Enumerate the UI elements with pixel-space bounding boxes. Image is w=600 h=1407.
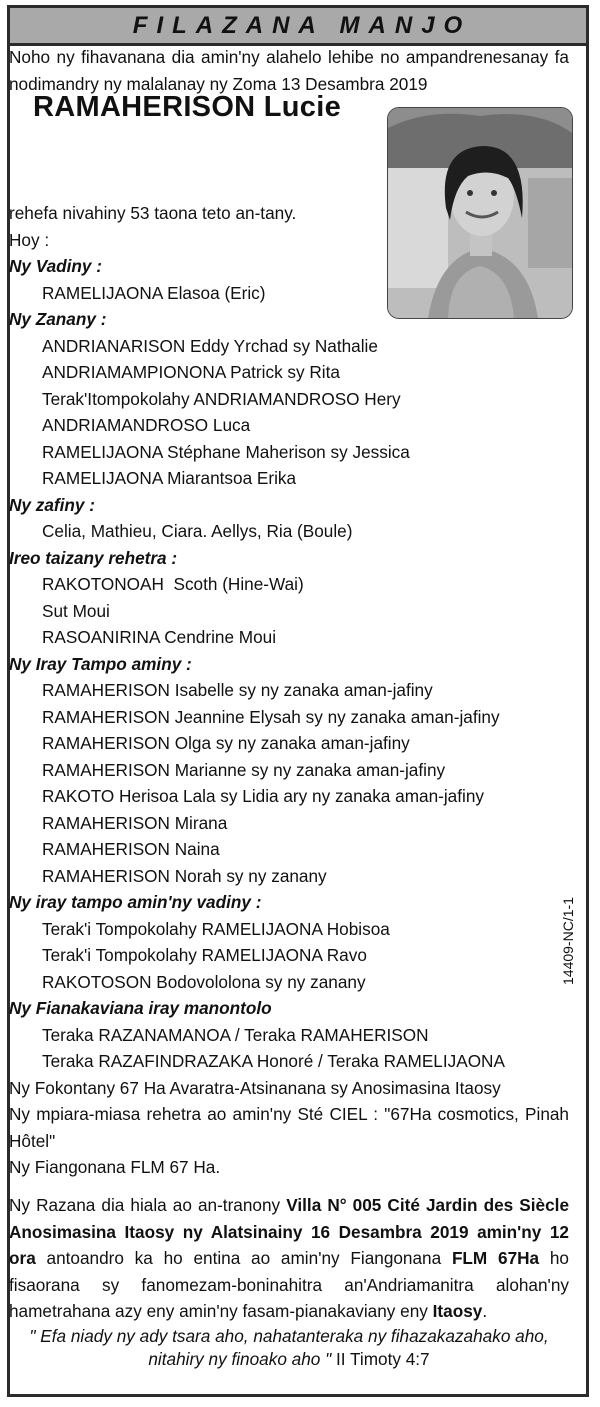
funeral-address: Villa N° 005 Cité Jardin des Siècle Anosimasina Itaosy ny Alatsinainy 16 Desambra 2019 amin'ny 12 ora <box>9 1195 570 1268</box>
section-vadiny <box>9 253 569 306</box>
section-taizany <box>9 545 569 651</box>
funeral-text: . <box>482 1301 488 1321</box>
list-item: RAMELIJAONA Elasoa (Eric) <box>42 282 266 303</box>
list-item: ANDRIAMANDROSO Luca <box>42 415 251 435</box>
list-item: RAKOTO Herisoa Lala sy Lidia ary ny zanaka aman-jafiny <box>42 786 484 806</box>
list-item: RAMAHERISON Isabelle sy ny zanaka aman-jafiny <box>42 680 433 700</box>
section-zafiny <box>9 492 569 545</box>
section-iray-tampo <box>9 651 569 890</box>
funeral-cemetery: Itaosy <box>432 1301 483 1321</box>
section-heading: Ny Vadiny : <box>9 256 102 276</box>
section-heading: Ny Fianakaviana iray manontolo <box>9 998 272 1018</box>
funeral-church: FLM 67Ha <box>451 1248 540 1268</box>
list-item: RAKOTONOAH Scoth (Hine-Wai) <box>42 574 304 594</box>
list-item: Teraka RAZAFINDRAZAKA Honoré / Teraka RAMELIJAONA <box>42 1051 505 1071</box>
list-item: RAKOTOSON Bodovololona sy ny zanany <box>42 971 366 992</box>
funeral-details <box>9 1192 569 1325</box>
list-item: RASOANIRINA Cendrine Moui <box>42 627 277 647</box>
list-item: Sut Moui <box>42 600 110 621</box>
list-item: RAMAHERISON Mirana <box>42 812 228 833</box>
section-heading: Ny Zanany : <box>9 309 107 329</box>
notice-title: FILAZANA MANJO <box>132 12 472 39</box>
list-item: RAMELIJAONA Miarantsoa Erika <box>42 468 297 488</box>
list-item: Terak'i Tompokolahy RAMELIJAONA Ravo <box>42 945 367 965</box>
list-item: RAMAHERISON Jeannine Elysah sy ny zanaka aman-jafiny <box>42 706 500 727</box>
section-zanany <box>9 306 569 492</box>
others-colleagues: Ny mpiara-miasa rehetra ao amin'ny Sté CIEL : "67Ha cosmotics, Pinah Hôtel" <box>9 1104 569 1151</box>
list-item: Teraka RAZANAMANOA / Teraka RAMAHERISON <box>42 1024 429 1045</box>
list-item: Terak'Itompokolahy ANDRIAMANDROSO Hery <box>42 388 401 409</box>
list-item: RAMAHERISON Olga sy ny zanaka aman-jafiny <box>42 733 410 753</box>
list-item: RAMAHERISON Marianne sy ny zanaka aman-jafiny <box>42 759 446 780</box>
section-heading: Ny zafiny : <box>9 494 95 515</box>
section-heading: Ny Iray Tampo aminy : <box>9 653 192 674</box>
funeral-text: ho fisaorana sy fanomezam-boninahitra an'Andriamanitra alohan'ny hametrahana azy eny amin'ny fasam-pianakaviany eny <box>9 1248 569 1321</box>
intro-text: Noho ny fihavanana dia amin'ny alahelo lehibe no ampandrenesanay fa nodimandry ny malalanay ny Zoma 13 Desambra 2019 <box>9 47 569 94</box>
notice-body <box>9 200 569 1181</box>
header-banner <box>10 8 586 46</box>
others-fokontany: Ny Fokontany 67 Ha Avaratra-Atsinanana sy Anosimasina Itaosy <box>9 1077 501 1098</box>
list-item: ANDRIANARISON Eddy Yrchad sy Nathalie <box>42 335 378 356</box>
reference-code: 14409-NC/1-1 <box>560 897 576 985</box>
list-item: Terak'i Tompokolahy RAMELIJAONA Hobisoa <box>42 918 390 939</box>
section-fianakaviana <box>9 995 569 1075</box>
quote-text: " Efa niady ny ady tsara aho, nahatanteraka ny fihazakazahako aho, nitahiry ny finoako aho " <box>29 1326 549 1369</box>
age-line: rehefa nivahiny 53 taona teto an-tany. <box>9 203 297 223</box>
list-item: RAMAHERISON Norah sy ny zanany <box>42 865 327 886</box>
section-iray-tampo-vadiny <box>9 889 569 995</box>
funeral-text: antoandro ka ho entina ao amin'ny Fiangonana <box>35 1248 452 1268</box>
section-heading: Ireo taizany rehetra : <box>9 547 178 568</box>
funeral-text: Ny Razana dia hiala ao an-tranony <box>9 1195 287 1215</box>
hoy-label: Hoy : <box>9 229 50 250</box>
others-church: Ny Fiangonana FLM 67 Ha. <box>9 1157 221 1177</box>
bible-quote <box>9 1325 569 1371</box>
list-item: RAMAHERISON Naina <box>42 839 220 859</box>
quote-reference: II Timoty 4:7 <box>331 1349 430 1369</box>
list-item: Celia, Mathieu, Ciara. Aellys, Ria (Boule) <box>42 521 353 541</box>
deceased-name: RAMAHERISON Lucie <box>33 91 342 123</box>
section-heading: Ny iray tampo amin'ny vadiny : <box>9 892 262 912</box>
list-item: ANDRIAMAMPIONONA Patrick sy Rita <box>42 362 340 382</box>
list-item: RAMELIJAONA Stéphane Maherison sy Jessica <box>42 441 410 462</box>
